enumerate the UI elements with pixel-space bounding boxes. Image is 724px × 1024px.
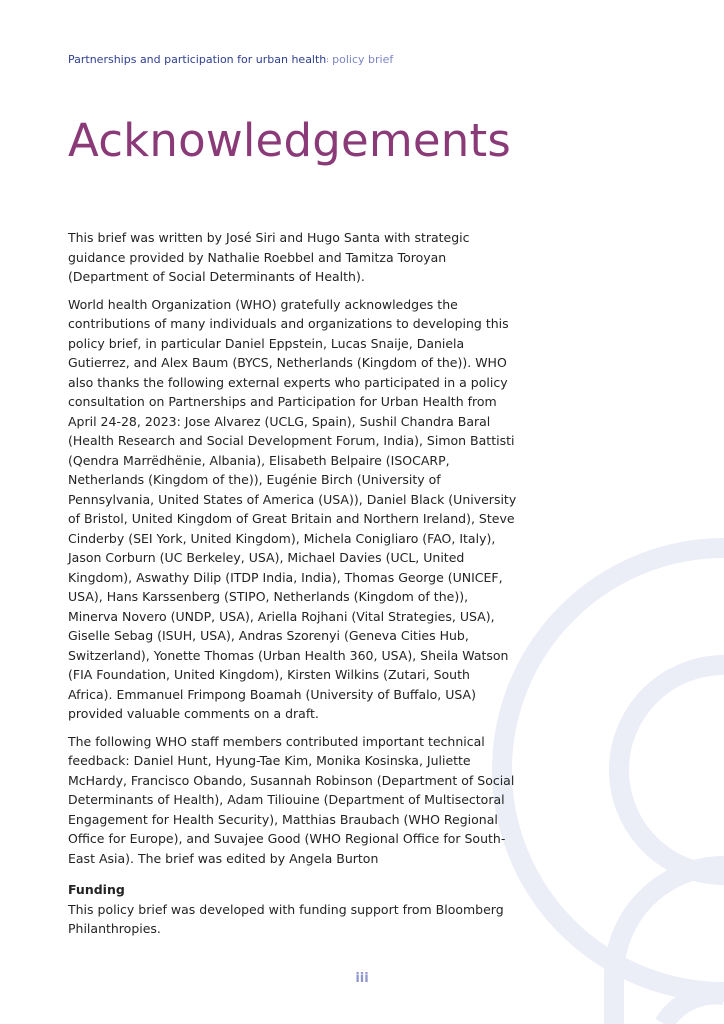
funding-text: This policy brief was developed with funding support from Bloomberg Philanthropies.: [68, 901, 504, 936]
header-title: Partnerships and participation for urban health: [68, 53, 327, 66]
paragraph-external-experts: World health Organization (WHO) gratefully acknowledges the contributions of many individuals and organizations to developing this policy brief, in particular Daniel Eppstein, Lucas Snaije, Daniela Gutierrez, and Alex Baum (BYCS, Netherlands (Kingdom of the)). WHO also thanks the following external experts who participated in a policy consultation on Partnerships and Participation for Urban Health from April 24-28, 2023: Jose Alvarez (UCLG, Spain), Sushil Chandra Baral (Health Research and Social Development Forum, India), Simon Battisti (Qendra Marrëdhënie, Albania), Elisabeth Belpaire (ISOCARP, Netherlands (Kingdom of the)), Eugénie Birch (University of Pennsylvania, United States of America (USA)), Daniel Black (University of Bristol, United Kingdom of Great Britain and Northern Ireland), Steve Cinderby (SEI York, United Kingdom), Michela Conigliaro (FAO, Italy), Jason Corburn (UC Berkeley, USA), Michael Davies (UCL, United Kingdom), Aswathy Dilip (ITDP India, India), Thomas George (UNICEF, USA), Hans Karssenberg (STIPO, Netherlands (Kingdom of the)), Minerva Novero (UNDP, USA), Ariella Rojhani (Vital Strategies, USA), Giselle Sebag (ISUH, USA), Andras Szorenyi (Geneva Cities Hub, Switzerland), Yonette Thomas (Urban Health 360, USA), Sheila Watson (FIA Foundation, United Kingdom), Kirsten Wilkins (Zutari, South Africa). Emmanuel Frimpong Boamah (University of Buffalo, USA) provided valuable comments on a draft.: [68, 296, 517, 721]
page-number: iii: [355, 971, 369, 986]
page-title: Acknowledgements: [68, 114, 511, 167]
paragraph-who-staff: The following WHO staff members contributed important technical feedback: Daniel Hunt, Hyung-Tae Kim, Monika Kosinska, Juliette McHardy, Francisco Obando, Susannah Robinson (Department of Social Determinants of Health), Adam Tiliouine (Department of Multisectoral Engagement for Health Security), Matthias Braubach (WHO Regional Office for Europe), and Suvajee Good (WHO Regional Office for South-East Asia). The brief was edited by Angela Burton: [68, 733, 515, 866]
header-separator: :: [326, 56, 329, 64]
paragraph-authors: This brief was written by José Siri and Hugo Santa with strategic guidance provided by Nathalie Roebbel and Tamitza Toroyan (Department of Social Determinants of Health).: [68, 230, 470, 284]
header-subtitle: policy brief: [332, 53, 394, 66]
funding-heading: Funding: [68, 882, 125, 897]
running-header: [68, 53, 393, 66]
acknowledgements-body: [68, 228, 518, 947]
